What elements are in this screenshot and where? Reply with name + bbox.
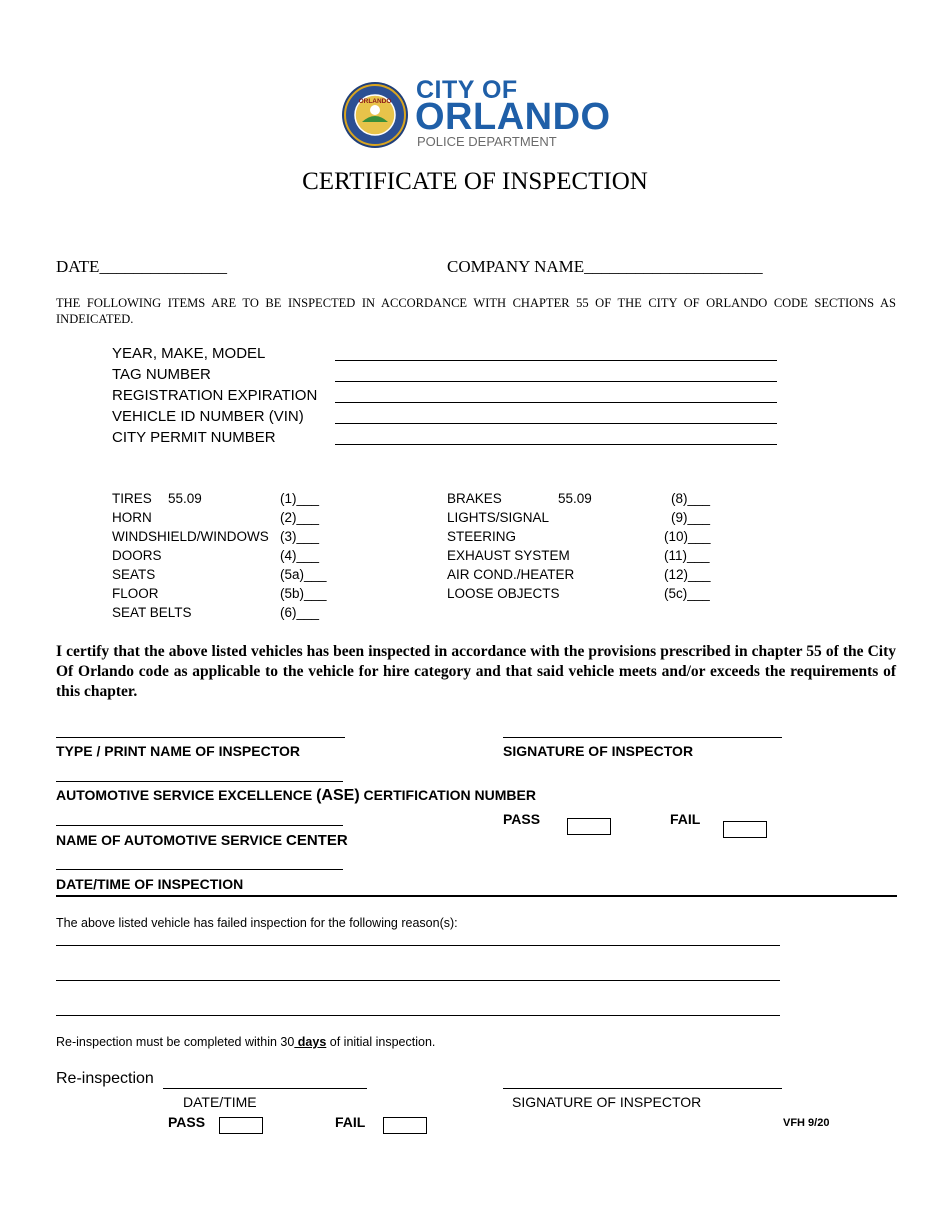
vehicle-field-label: VEHICLE ID NUMBER (VIN) — [112, 408, 304, 425]
failed-reason-line[interactable] — [56, 1015, 780, 1016]
company-name-field[interactable]: COMPANY NAME_____________________ — [447, 257, 763, 276]
logo-line-3: POLICE DEPARTMENT — [417, 134, 557, 149]
inspection-number[interactable]: (5a)___ — [280, 567, 327, 582]
reinspection-pass-checkbox[interactable] — [219, 1117, 263, 1134]
inspection-item: TIRES — [112, 491, 152, 506]
ase-label-part: CERTIFICATION NUMBER — [359, 787, 536, 803]
pass-checkbox[interactable] — [567, 818, 611, 835]
service-center-label — [56, 832, 348, 849]
inspection-code: 55.09 — [558, 491, 592, 506]
inspection-item: LOOSE OBJECTS — [447, 586, 560, 601]
service-center-line[interactable] — [56, 825, 343, 826]
inspector-name-line[interactable] — [56, 737, 345, 738]
inspection-number[interactable]: (2)___ — [280, 510, 320, 525]
inspection-number[interactable]: (4)___ — [280, 548, 320, 563]
city-logo — [340, 78, 620, 152]
reinspection-signature-label: SIGNATURE OF INSPECTOR — [512, 1094, 702, 1110]
inspection-number[interactable]: (10)___ — [664, 529, 711, 544]
reinspection-date-label: DATE/TIME — [183, 1094, 257, 1110]
vehicle-field-line[interactable] — [335, 423, 777, 424]
vehicle-field-label: YEAR, MAKE, MODEL — [112, 345, 266, 362]
reinspection-note-text: Re-inspection must be completed within 30 — [56, 1035, 295, 1049]
page-title: CERTIFICATE OF INSPECTION — [302, 168, 648, 195]
reinspection-fail-label: FAIL — [335, 1114, 366, 1130]
failed-reason-line[interactable] — [56, 945, 780, 946]
reinspection-note — [56, 1035, 435, 1049]
inspection-item: EXHAUST SYSTEM — [447, 548, 570, 563]
inspection-item: FLOOR — [112, 586, 159, 601]
inspection-item: LIGHTS/SIGNAL — [447, 510, 550, 525]
inspection-item: SEATS — [112, 567, 156, 582]
vehicle-field-line[interactable] — [335, 360, 777, 361]
vehicle-field-label: TAG NUMBER — [112, 366, 211, 383]
failed-reasons-label: The above listed vehicle has failed inspection for the following reason(s): — [56, 916, 458, 930]
vehicle-field-line[interactable] — [335, 381, 777, 382]
inspection-number[interactable]: (5c)___ — [664, 586, 710, 601]
reinspection-note-days: days — [294, 1035, 327, 1049]
ase-line[interactable] — [56, 781, 343, 782]
inspection-item: AIR COND./HEATER — [447, 567, 575, 582]
inspection-number[interactable]: (1)___ — [280, 491, 320, 506]
vehicle-field-line[interactable] — [335, 444, 777, 445]
reinspection-pass-label: PASS — [168, 1114, 206, 1130]
failed-reason-line[interactable] — [56, 980, 780, 981]
reinspection-signature-line[interactable] — [503, 1088, 782, 1089]
reinspection-label: Re-inspection — [56, 1070, 154, 1087]
service-center-label-part: CENTER — [286, 832, 348, 849]
inspection-code: 55.09 — [168, 491, 202, 506]
vehicle-field-label: REGISTRATION EXPIRATION — [112, 387, 318, 404]
section-divider — [56, 895, 897, 897]
inspection-number[interactable]: (5b)___ — [280, 586, 327, 601]
vehicle-field-label: CITY PERMIT NUMBER — [112, 429, 276, 446]
inspection-number[interactable]: (6)___ — [280, 605, 320, 620]
reinspection-note-text: of initial inspection. — [326, 1035, 436, 1049]
date-field[interactable]: DATE_______________ — [56, 257, 227, 276]
inspection-item: SEAT BELTS — [112, 605, 192, 620]
inspection-item: DOORS — [112, 548, 162, 563]
inspection-item: WINDSHIELD/WINDOWS — [112, 529, 269, 544]
inspection-number[interactable]: (12)___ — [664, 567, 711, 582]
date-time-line[interactable] — [56, 869, 343, 870]
ase-label — [56, 787, 536, 805]
police-seal-icon — [340, 80, 410, 150]
inspection-number[interactable]: (9)___ — [671, 510, 711, 525]
logo-line-2: ORLANDO — [415, 96, 611, 138]
inspection-item: HORN — [112, 510, 152, 525]
certification-statement: I certify that the above listed vehicles has been inspected in accordance with the provisions prescribed in chapter 55 of the City Of Orlando code as applicable to the vehicle for hire category and that said vehicle meets and/or exceeds the requirements of this chapter. — [56, 643, 896, 700]
inspection-number[interactable]: (3)___ — [280, 529, 320, 544]
fail-checkbox[interactable] — [723, 821, 767, 838]
inspector-signature-line[interactable] — [503, 737, 782, 738]
form-code: VFH 9/20 — [783, 1117, 830, 1129]
inspection-number[interactable]: (8)___ — [671, 491, 711, 506]
ase-label-part: AUTOMOTIVE SERVICE EXCELLENCE — [56, 787, 317, 803]
pass-label: PASS — [503, 811, 541, 827]
inspection-number[interactable]: (11)___ — [664, 548, 710, 563]
seal-text: ORLANDO — [358, 98, 392, 105]
date-time-label: DATE/TIME OF INSPECTION — [56, 876, 244, 892]
service-center-label-part: NAME OF AUTOMOTIVE SERVICE — [56, 832, 286, 848]
inspector-signature-label: SIGNATURE OF INSPECTOR — [503, 743, 694, 759]
reinspection-date-line[interactable] — [163, 1088, 367, 1089]
reinspection-fail-checkbox[interactable] — [383, 1117, 427, 1134]
vehicle-field-line[interactable] — [335, 402, 777, 403]
intro-text: THE FOLLOWING ITEMS ARE TO BE INSPECTED IN ACCORDANCE WITH CHAPTER 55 OF THE CITY OF ORLANDO CODE SECTIONS AS INDEICATED. — [56, 296, 896, 326]
inspection-item: STEERING — [447, 529, 517, 544]
logo-line-1: CITY OF — [416, 76, 518, 104]
inspection-item: BRAKES — [447, 491, 502, 506]
ase-label-abbrev: (ASE) — [316, 787, 360, 804]
inspector-name-label: TYPE / PRINT NAME OF INSPECTOR — [56, 743, 300, 759]
fail-label: FAIL — [670, 811, 701, 827]
